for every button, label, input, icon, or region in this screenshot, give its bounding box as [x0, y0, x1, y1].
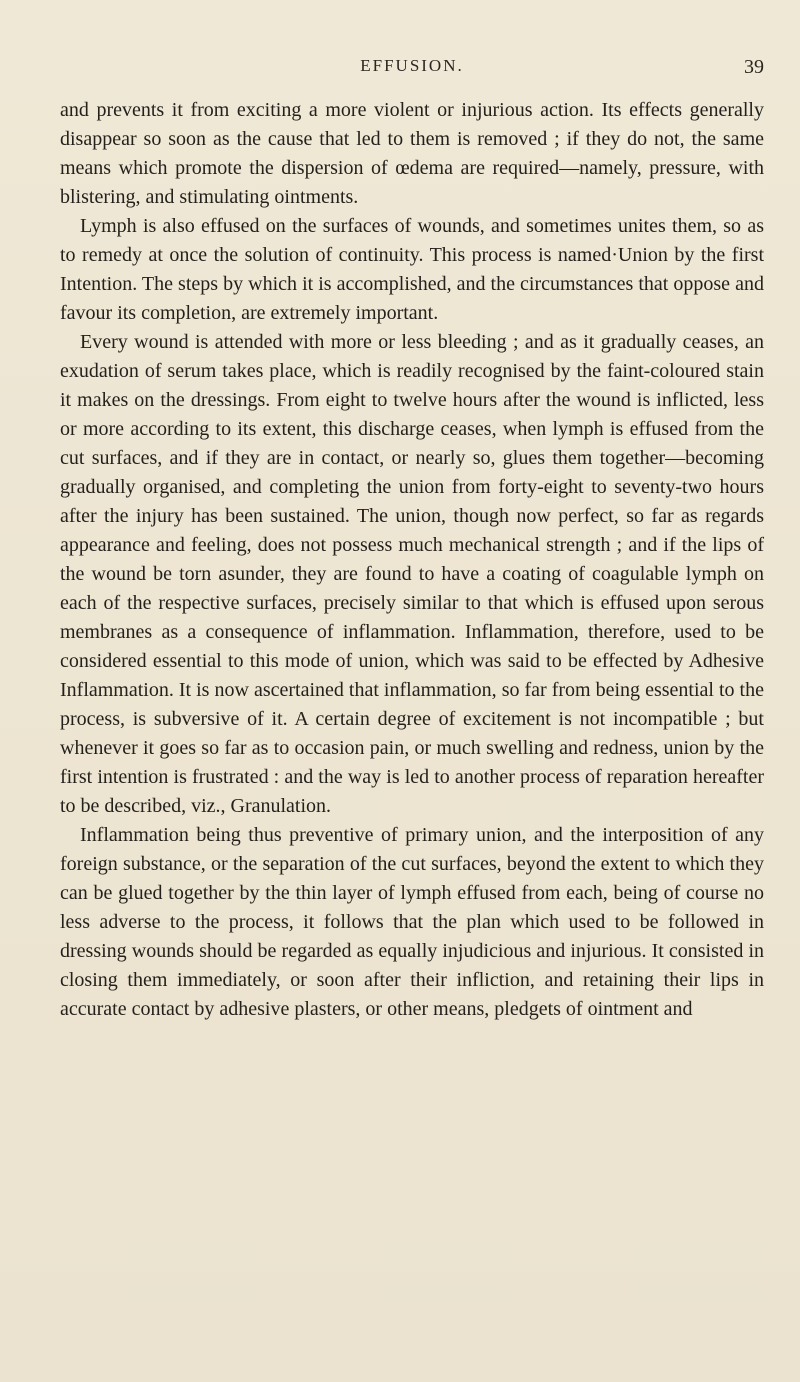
running-head — [60, 56, 764, 80]
page-number: 39 — [744, 56, 764, 78]
paragraph-continued: and prevents it from exciting a more violent or injurious action. Its effects generally disappear so soon as the cause that led to them is removed ; if they do not, the same means which promote the dispersion of œdema are required—namely, pressure, with blistering, and stimulating ointments. — [60, 99, 764, 208]
running-title: EFFUSION. — [360, 56, 464, 75]
paragraph-lymph-union: Lymph is also effused on the surfaces of wounds, and sometimes unites them, so as to remedy at once the solution of continuity. This process is named·Union by the first Intention. The steps by which it is accomplished, and the circumstances that oppose and favour its completion, are extremely important. — [60, 215, 764, 324]
paragraph-inflammation: Inflammation being thus preventive of primary union, and the interposition of any foreign substance, or the separation of the cut surfaces, beyond the extent to which they can be glued together by the thin layer of lymph effused from each, being of course no less adverse to the process, it follows that the plan which used to be followed in dressing wounds should be regarded as equally injudicious and injurious. It consisted in closing them immediately, or soon after their infliction, and retaining their lips in accurate contact by adhesive plasters, or other means, pledgets of ointment and — [60, 824, 764, 1020]
paragraph-wound-bleeding: Every wound is attended with more or less bleeding ; and as it gradually ceases, an exudation of serum takes place, which is readily recognised by the faint-coloured stain it makes on the dressings. From eight to twelve hours after the wound is inflicted, less or more according to its extent, this discharge ceases, when lymph is effused from the cut surfaces, and if they are in contact, or nearly so, glues them together—becoming gradually organised, and completing the union from forty-eight to seventy-two hours after the injury has been sustained. The union, though now perfect, so far as regards appearance and feeling, does not possess much mechanical strength ; and if the lips of the wound be torn asunder, they are found to have a coating of coagulable lymph on each of the respective surfaces, precisely similar to that which is effused upon serous membranes as a consequence of inflammation. Inflammation, therefore, used to be considered essential to this mode of union, which was said to be effected by Adhesive Inflammation. It is now ascertained that inflammation, so far from being essential to the process, is subversive of it. A certain degree of excitement is not incompatible ; but whenever it goes so far as to occasion pain, or much swelling and redness, union by the first intention is frustrated : and the way is led to another process of reparation hereafter to be described, viz., Granulation. — [60, 331, 764, 817]
body-text — [60, 96, 764, 1024]
